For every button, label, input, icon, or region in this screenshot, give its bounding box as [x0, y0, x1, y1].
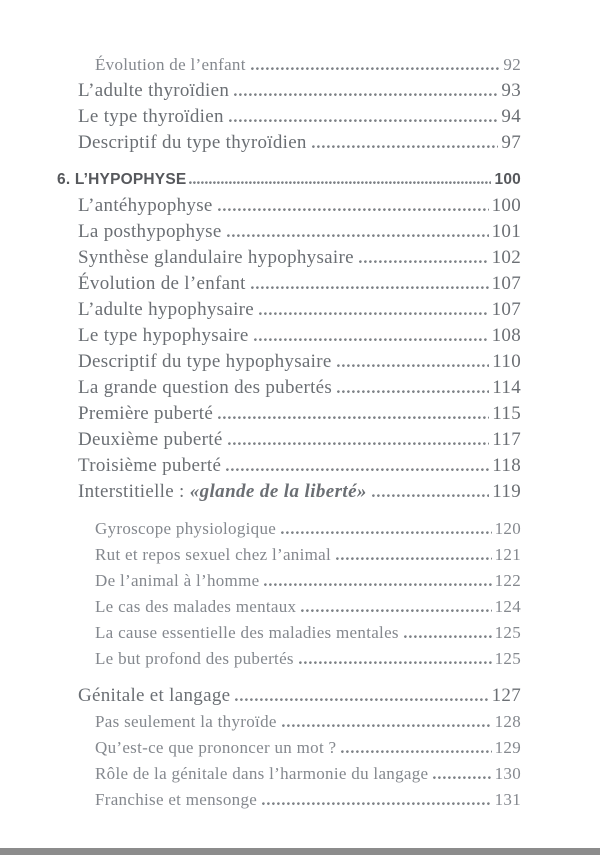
dot-leader	[226, 468, 489, 471]
toc-entry-page-number: 120	[494, 519, 521, 538]
toc-entry-row	[95, 542, 521, 568]
toc-entry-page-number: 129	[494, 738, 521, 757]
toc-entry-row	[78, 401, 521, 427]
toc-entry-page-number: 108	[491, 325, 521, 346]
toc-entry-row	[95, 516, 521, 542]
dot-leader	[228, 442, 490, 445]
toc-entry-label: Le type thyroïdien	[78, 106, 224, 127]
toc-entry-page-number: 124	[494, 597, 521, 616]
toc-entry-row	[78, 193, 521, 219]
dot-leader	[336, 557, 492, 560]
toc-entry-row	[78, 219, 521, 245]
dot-leader	[254, 338, 489, 341]
dot-leader	[341, 750, 491, 753]
toc-entry-label: Troisième puberté	[78, 455, 222, 476]
toc-entry-label: La cause essentielle des maladies mentales	[95, 623, 399, 642]
toc-entry-page-number: 114	[492, 377, 521, 398]
toc-entry-page-number: 94	[501, 106, 521, 127]
toc-entry-page-number: 110	[492, 351, 521, 372]
dot-leader	[404, 635, 492, 638]
toc-entry-label: Qu’est-ce que prononcer un mot ?	[95, 738, 337, 757]
toc-entry-row	[78, 453, 521, 479]
toc-entry-row	[78, 683, 521, 709]
toc-entry-row	[78, 323, 521, 349]
toc-entry-row	[95, 568, 521, 594]
toc-entry-label: Deuxième puberté	[78, 429, 223, 450]
toc-entry-row	[95, 735, 521, 761]
toc-entry-page-number: 130	[494, 764, 521, 783]
toc-entry-row	[78, 78, 521, 104]
dot-leader	[301, 609, 491, 612]
bottom-bar	[0, 848, 600, 855]
dot-leader	[259, 312, 489, 315]
toc-entry-label: Franchise et mensonge	[95, 790, 258, 809]
toc-entry-label: La posthypophyse	[78, 221, 222, 242]
dot-leader	[262, 802, 492, 805]
dot-leader	[372, 494, 489, 497]
toc-entry-row	[78, 104, 521, 130]
toc-entry-label: Première puberté	[78, 403, 214, 424]
toc-entry-label: Rut et repos sexuel chez l’animal	[95, 545, 332, 564]
toc-entry-page-number: 121	[494, 545, 521, 564]
toc-entry-page-number: 131	[494, 790, 521, 809]
toc-entry-label: Évolution de l’enfant	[78, 273, 246, 294]
toc-entry-label: Synthèse glandulaire hypophysaire	[78, 247, 354, 268]
toc-entry-label: 6. L’HYPOPHYSE	[57, 171, 187, 188]
toc-section	[57, 167, 521, 505]
toc-entry-page-number: 125	[494, 649, 521, 668]
toc-section	[57, 516, 521, 672]
dot-leader	[264, 583, 491, 586]
toc-entry-row	[95, 646, 521, 672]
toc-entry-page-number: 93	[501, 80, 521, 101]
toc-entry-row	[78, 271, 521, 297]
toc-entry-label: Le but profond des pubertés	[95, 649, 294, 668]
toc-entry-label: De l’animal à l’homme	[95, 571, 260, 590]
toc-entry-label: L’adulte thyroïdien	[78, 80, 230, 101]
toc-entry-label: Descriptif du type thyroïdien	[78, 132, 307, 153]
toc-entry-page-number: 101	[491, 221, 521, 242]
toc-entry-label: Descriptif du type hypophysaire	[78, 351, 332, 372]
toc-entry-page-number: 97	[501, 132, 521, 153]
toc-entry-page-number: 117	[492, 429, 521, 450]
toc-entry-label: Pas seulement la thyroïde	[95, 712, 277, 731]
dot-leader	[359, 260, 489, 263]
toc-entry-row	[78, 245, 521, 271]
toc-entry-label: La grande question des pubertés	[78, 377, 333, 398]
dot-leader	[433, 776, 491, 779]
dot-leader	[282, 724, 492, 727]
toc-section	[57, 683, 521, 813]
toc-entry-page-number: 128	[494, 712, 521, 731]
dot-leader	[337, 390, 489, 393]
toc-entry-page-number: 119	[492, 481, 521, 502]
dot-leader	[281, 531, 491, 534]
toc-entry-row	[78, 479, 521, 505]
toc-entry-row	[95, 709, 521, 735]
toc-entry-page-number: 125	[494, 623, 521, 642]
dot-leader	[299, 661, 492, 664]
dot-leader	[235, 698, 488, 701]
toc-entry-page-number: 107	[491, 299, 521, 320]
dot-leader	[229, 119, 499, 122]
dot-leader	[234, 93, 498, 96]
toc-section	[57, 52, 521, 156]
toc-chapter-row	[57, 167, 521, 193]
toc-entry-label: Le cas des malades mentaux	[95, 597, 297, 616]
dot-leader	[312, 145, 499, 148]
toc-entry-label: Rôle de la génitale dans l’harmonie du langage	[95, 764, 429, 783]
toc-entry-page-number: 100	[491, 195, 521, 216]
toc-entry-row	[95, 52, 521, 78]
dot-leader	[218, 416, 489, 419]
toc-entry-row	[95, 761, 521, 787]
toc-entry-row	[78, 130, 521, 156]
toc-entry-label-emphasis: «glande de la liberté»	[189, 481, 367, 502]
toc-entry-row	[78, 375, 521, 401]
dot-leader	[227, 234, 489, 237]
toc-entry-label: Génitale et langage	[78, 685, 231, 706]
toc-entry-label: L’adulte hypophysaire	[78, 299, 255, 320]
dot-leader	[218, 208, 489, 211]
dot-leader	[251, 286, 489, 289]
dot-leader	[189, 181, 490, 184]
toc-entry-page-number: 127	[491, 685, 521, 706]
toc-entry-row	[95, 594, 521, 620]
toc-entry-page-number: 107	[491, 273, 521, 294]
toc-entry-row	[95, 620, 521, 646]
toc-entry-label: Évolution de l’enfant	[95, 55, 246, 74]
toc-entry-label: Le type hypophysaire	[78, 325, 249, 346]
toc-entry-row	[78, 297, 521, 323]
toc-entry-page-number: 122	[494, 571, 521, 590]
toc-entry-page-number: 100	[494, 171, 521, 188]
toc-entry-page-number: 102	[491, 247, 521, 268]
toc-entry-row	[78, 349, 521, 375]
toc-entry-page-number: 118	[492, 455, 521, 476]
toc-entry-row	[78, 427, 521, 453]
toc-entry-page-number: 115	[492, 403, 521, 424]
dot-leader	[251, 67, 501, 70]
dot-leader	[337, 364, 490, 367]
toc-entry-label: L’antéhypophyse	[78, 195, 213, 216]
toc-entry-page-number: 92	[503, 55, 521, 74]
toc-entry-label: Interstitielle : «glande de la liberté»	[78, 481, 367, 502]
toc-entry-label: Gyroscope physiologique	[95, 519, 277, 538]
toc-entry-row	[95, 787, 521, 813]
